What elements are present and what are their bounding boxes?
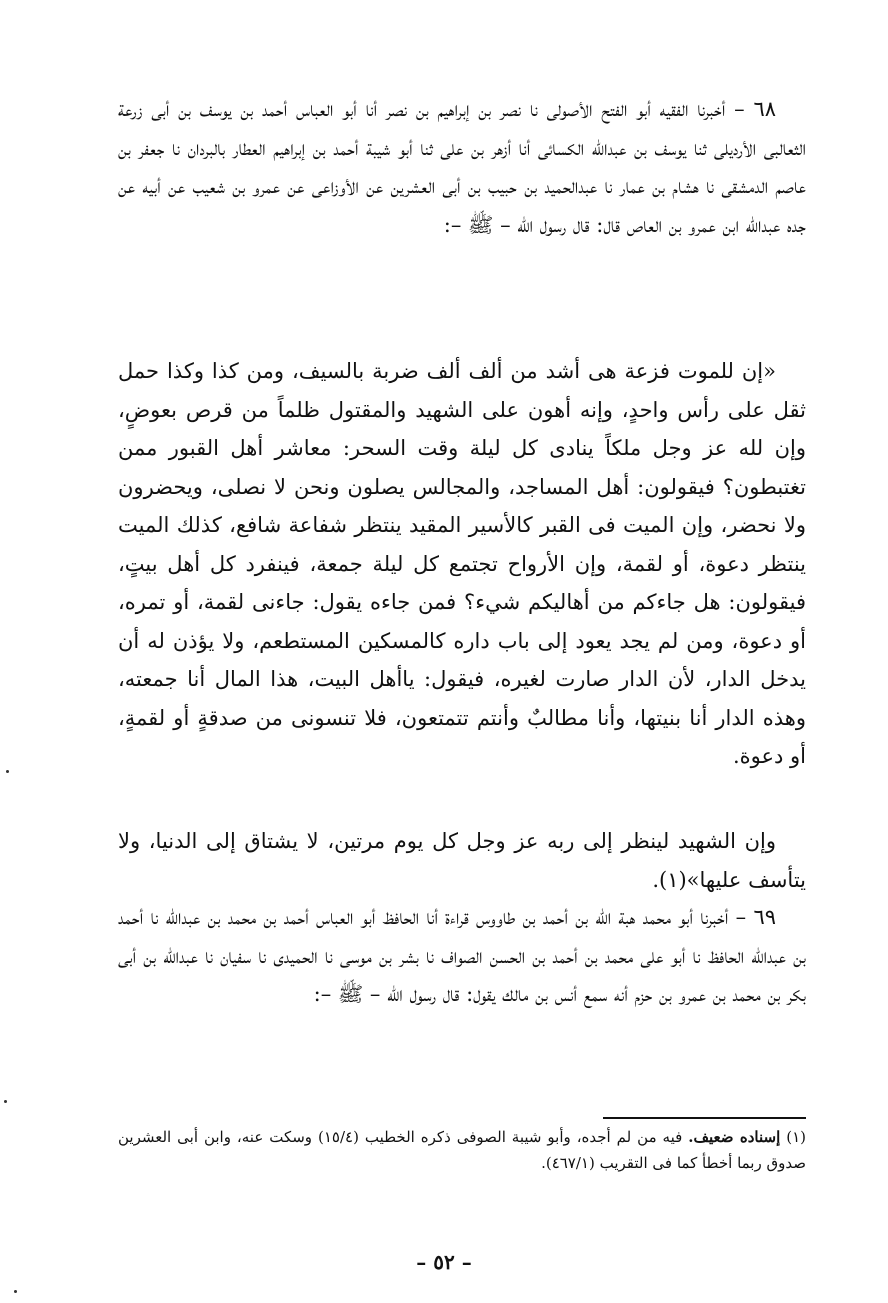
hadith-paragraph [118, 352, 806, 776]
footnote-marker: (١) [786, 1128, 807, 1146]
footnote-divider [603, 1117, 806, 1119]
margin-speck [6, 770, 9, 773]
footnote-section [118, 1124, 806, 1176]
paragraph-69 [118, 898, 806, 1014]
footnote-1 [118, 1124, 806, 1176]
page-number: – ٥٢ – [416, 1250, 472, 1274]
footnote-grading: إسناده ضعيف. [688, 1128, 781, 1146]
shahid-text: وإن الشهيد لينظر إلى ربه عز وجل كل يوم مرتين، لا يشتاق إلى الدنيا، ولا يتأسف عليها»(١). [118, 829, 806, 892]
footnote-text: فيه من لم أجده، وأبو شيبة الصوفى ذكره الخطيب (١٥/٤) وسكت عنه، وابن أبى العشرين صدوق ربما أخطأ كما فى التقريب (٤٦٧/١). [118, 1128, 806, 1172]
margin-speck [14, 1290, 17, 1293]
paragraph-69-text: ٦٩ – أخبرنا أبو محمد هبة الله بن أحمد بن طاووس قراءة أنا الحافظ أبو العباس أحمد بن محمد بن عبدالله نا أحمد بن عبدالله الحافظ نا أبو على محمد بن أحمد بن الحسن الصواف نا بشر بن موسى نا الحميدى نا سفيان نا عبدالله بن أبى بكر بن محمد بن عمرو بن حزم أنه سمع أنس بن مالك يقول: قال رسول الله – ﷺ –: [118, 905, 806, 1006]
hadith-text: «إن للموت فزعة هى أشد من ألف ألف ضربة بالسيف، ومن كذا وكذا حمل ثقل على رأس واحدٍ، وإنه أهون على الشهيد والمقتول ظلماً من قرص بعوضٍ، وإن لله عز وجل ملكاً ينادى كل ليلة وقت السحر: معاشر أهل القبور ممن تغتبطون؟ فيقولون: أهل المساجد، والمجالس يصلون ونحن لا نصلى، ويحضرون ولا نحضر، وإن الميت فى القبر كالأسير المقيد ينتظر شفاعة شافع، كذلك الميت ينتظر دعوة، أو لقمة، وإن الأرواح تجتمع كل ليلة جمعة، فينفرد كل أهل بيتٍ، فيقولون: هل جاءكم من أهاليكم شيء؟ فمن جاءه يقول: جاءنى لقمة، أو تمره، أو دعوة، ومن لم يجد يعود إلى باب داره كالمسكين المستطعم، ولا يؤذن له أن يدخل الدار، لأن الدار صارت لغيره، فيقول: ياأهل البيت، هذا المال أنا جمعته، وهذه الدار أنا بنيتها، وأنا مطالبٌ وأنتم تتمتعون، فلا تنسونى من صدقةٍ أو لقمةٍ، أو دعوة. [118, 359, 806, 768]
paragraph-68 [118, 90, 806, 244]
margin-speck [4, 1100, 7, 1103]
paragraph-68-text: ٦٨ – أخبرنا الفقيه أبو الفتح الأصولى نا نصر بن إبراهيم بن نصر أنا أبو العباس أحمد بن يوسف بن أبى زرعة الثعالبى الأرديلى ثنا يوسف بن عبدالله الكسائى أنا أزهر بن على ثنا أبو شيبة أحمد بن إبراهيم العطار بالبردان نا جعفر بن عاصم الدمشقى نا هشام بن عمار نا عبدالحميد بن حبيب بن أبى العشرين عن الأوزاعى عن عمرو بن شعيب عن أبيه عن جده عبدالله ابن عمرو بن العاص قال: قال رسول الله – ﷺ –: [118, 97, 806, 237]
shahid-paragraph [118, 822, 806, 899]
